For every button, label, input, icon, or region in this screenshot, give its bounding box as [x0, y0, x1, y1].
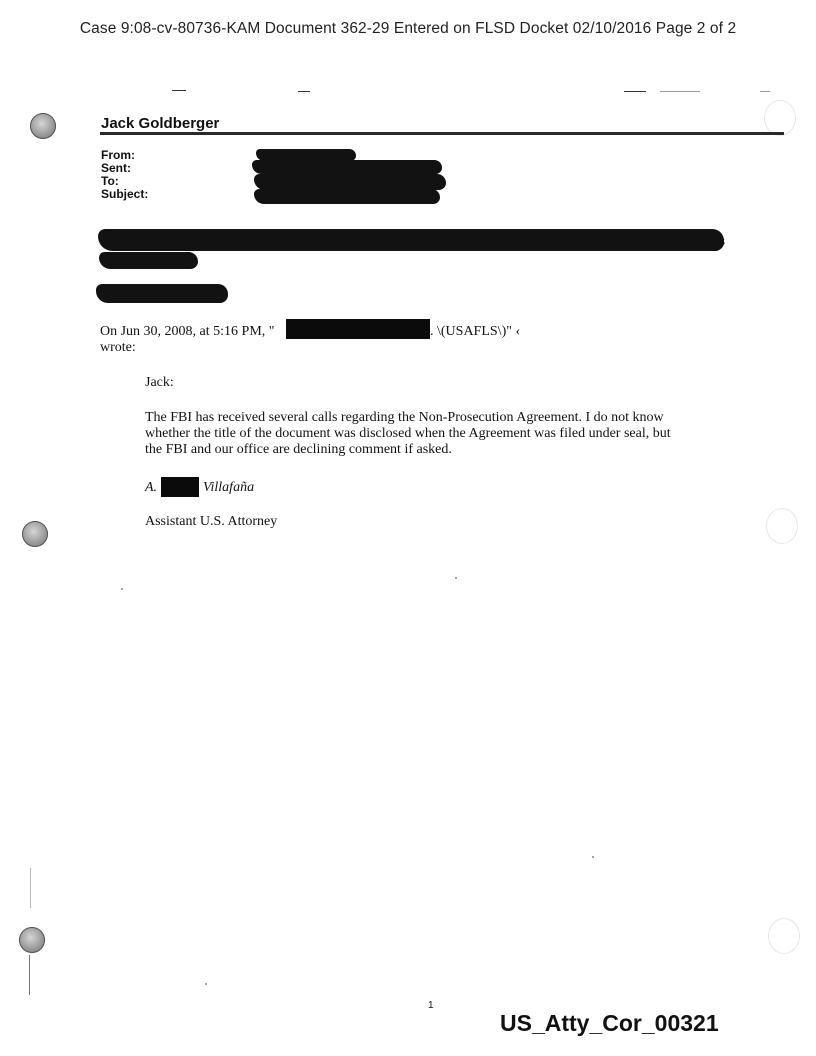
- punch-hole-icon: [19, 927, 45, 953]
- scan-mark: [760, 91, 770, 92]
- case-header: Case 9:08-cv-80736-KAM Document 362-29 Entered on FLSD Docket 02/10/2016 Page 2 of 2: [79, 20, 737, 37]
- signature-surname: Villafaña: [203, 480, 255, 495]
- from-label: From:: [101, 148, 135, 162]
- quote-intro-wrote: wrote:: [100, 340, 136, 355]
- signature-title: Assistant U.S. Attorney: [145, 514, 278, 529]
- signature-redaction: [161, 477, 199, 497]
- to-label: To:: [101, 174, 119, 188]
- bates-number: US_Atty_Cor_00321: [500, 1010, 719, 1036]
- scan-speck: [455, 577, 457, 579]
- faint-circle-mark: [768, 918, 800, 954]
- sent-redaction: [252, 160, 442, 174]
- stray-char: s: [719, 234, 725, 248]
- body-redaction-line: [96, 284, 228, 303]
- scan-speck: [592, 856, 594, 858]
- subject-redaction: [254, 189, 440, 204]
- to-redaction: [254, 174, 446, 190]
- page-number: 1: [428, 1000, 434, 1011]
- sender-name: Jack Goldberger: [101, 115, 220, 132]
- subject-label: Subject:: [101, 187, 149, 201]
- faint-circle-mark: [766, 508, 798, 544]
- scan-mark: [298, 91, 310, 92]
- punch-hole-icon: [30, 113, 56, 139]
- email-header-labels: [101, 149, 148, 201]
- quote-intro-end: . \(USAFLS\)" ‹: [430, 324, 521, 339]
- name-redaction: [286, 319, 430, 339]
- scan-mark: [624, 91, 646, 92]
- quote-intro-start: On Jun 30, 2008, at 5:16 PM, ": [100, 324, 275, 339]
- faint-circle-mark: [764, 100, 796, 136]
- scan-mark: [172, 90, 186, 91]
- body-redaction-line: [99, 252, 198, 269]
- body-line: the FBI and our office are declining comment if asked.: [145, 442, 452, 457]
- signature-initial: A.: [145, 480, 158, 495]
- punch-hole-icon: [22, 521, 48, 547]
- sent-label: Sent:: [101, 161, 131, 175]
- scan-speck: [121, 588, 123, 590]
- scan-speck: [205, 983, 207, 985]
- edge-line: [30, 868, 31, 908]
- header-rule: [100, 132, 784, 135]
- body-line: The FBI has received several calls regarding the Non-Prosecution Agreement. I do not know: [145, 410, 664, 425]
- body-redaction-line: [98, 229, 724, 251]
- scan-mark: [660, 91, 700, 92]
- edge-line: [29, 955, 30, 995]
- body-line: whether the title of the document was disclosed when the Agreement was filed under seal, but: [145, 426, 671, 441]
- greeting: Jack:: [145, 375, 174, 390]
